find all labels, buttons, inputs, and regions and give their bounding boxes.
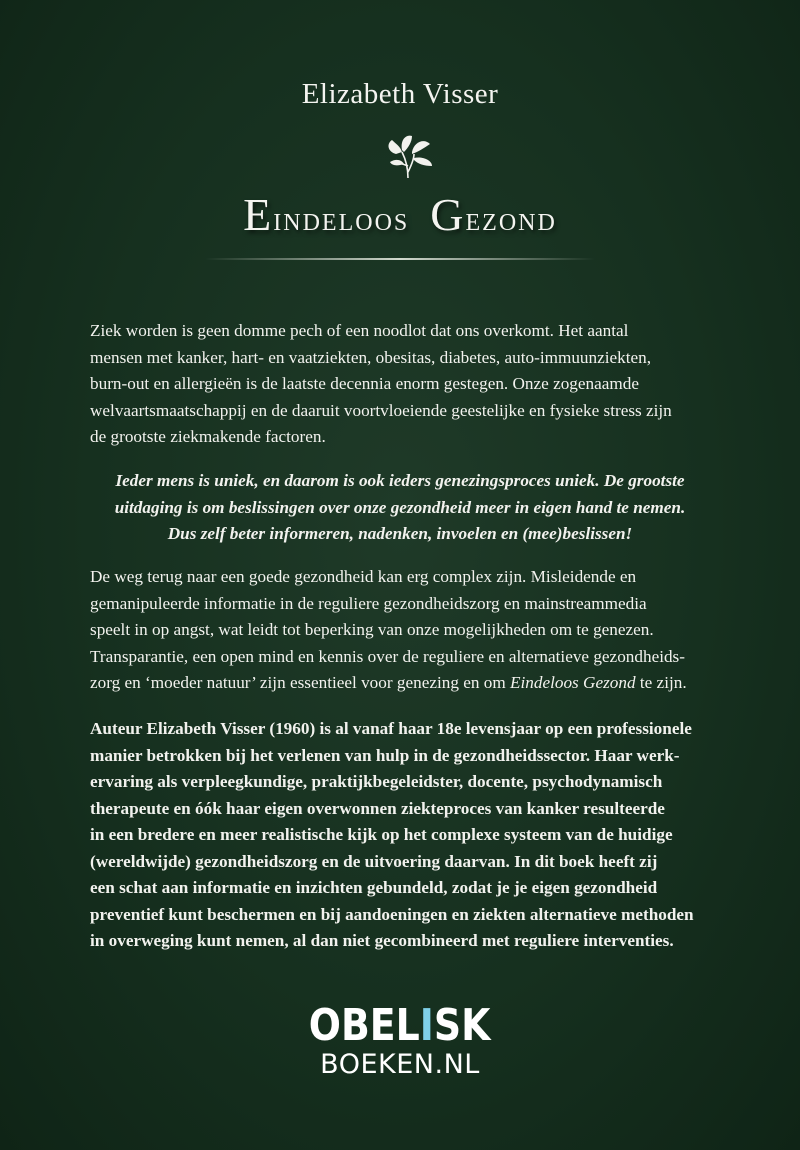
intro-line: de grootste ziekmakende factoren. (90, 427, 326, 446)
bio-line: manier betrokken bij het verlenen van hulp in de gezondheidssector. Haar werk- (90, 745, 680, 765)
bio-line: in een bredere en meer realistische kijk op het complexe systeem van de huidige (90, 825, 673, 844)
highlight-quote (100, 468, 700, 548)
health-paragraph (90, 564, 710, 697)
intro-line: Ziek worden is geen domme pech of een noodlot dat ons overkomt. Het aantal (90, 321, 629, 340)
title-initial-g: G (430, 189, 466, 240)
bio-line: therapeute en óók haar eigen overwonnen ziekteproces van kanker resulteerde (90, 798, 665, 818)
health-line: Transparantie, een open mind en kennis over de reguliere en alternatieve gezondheids- (90, 646, 685, 666)
health-line: gemanipuleerde informatie in de reguliere gezondheidszorg en mainstreammedia (90, 593, 647, 613)
publisher-logo (0, 1000, 800, 1080)
publisher-logo-wordmark (309, 1000, 491, 1051)
quote-line: uitdaging is om beslissingen over onze gezondheid meer in eigen hand te nemen. (114, 497, 686, 517)
title-initial-e: E (243, 189, 274, 240)
health-line-last (90, 670, 710, 697)
health-line: De weg terug naar een goede gezondheid kan erg complex zijn. Misleidende en (90, 567, 637, 586)
flower-ornament-icon (382, 132, 438, 180)
title-divider (205, 258, 595, 260)
logo-part-2: SK (434, 1000, 491, 1051)
intro-line: welvaartsmaatschappij en de daaruit voortvloeiende geestelijke en fysieke stress zijn (90, 400, 672, 420)
health-line-last-before: zorg en ‘moeder natuur’ zijn essentieel voor genezing en om (90, 673, 510, 692)
bio-line: Auteur Elizabeth Visser (1960) is al vanaf haar 18e levensjaar op een professionele (90, 719, 692, 738)
bio-line: een schat aan informatie en inzichten gebundeld, zodat je je eigen gezondheid (90, 878, 658, 897)
title-word-2-rest: ezond (465, 201, 557, 238)
quote-line: Ieder mens is uniek, en daarom is ook ieders genezingsproces uniek. De grootste (115, 471, 685, 490)
author-name: Elizabeth Visser (301, 78, 499, 110)
health-line-last-after: te zijn. (635, 673, 687, 692)
logo-part-1: OBEL (309, 1000, 421, 1051)
book-title (0, 188, 800, 241)
obelisk-pillar-icon: I (420, 1000, 435, 1051)
intro-line: mensen met kanker, hart- en vaatziekten, obesitas, diabetes, auto-immuunziekten, (90, 347, 652, 367)
intro-line: burn-out en allergieën is de laatste decennia enorm gestegen. Onze zogenaamde (90, 374, 639, 393)
bio-line: (wereldwijde) gezondheidszorg en de uitvoering daarvan. In dit boek heeft zij (90, 851, 658, 871)
bio-line: ervaring als verpleegkundige, praktijkbegeleidster, docente, psychodynamisch (90, 772, 663, 791)
title-reference: Eindeloos Gezond (510, 673, 636, 692)
health-line: speelt in op angst, wat leidt tot beperking van onze mogelijkheden om te genezen. (90, 620, 654, 639)
author-bio-paragraph (90, 716, 710, 955)
intro-paragraph (90, 318, 710, 451)
quote-line: Dus zelf beter informeren, nadenken, invoelen en (mee)beslissen! (167, 524, 633, 543)
bio-line: in overweging kunt nemen, al dan niet gecombineerd met reguliere interventies. (90, 931, 674, 950)
bio-line: preventief kunt beschermen en bij aandoeningen en ziekten alternatieve methoden (90, 904, 694, 924)
title-word-1-rest: indeloos (273, 201, 410, 238)
publisher-website: BOEKEN.NL (320, 1049, 480, 1080)
